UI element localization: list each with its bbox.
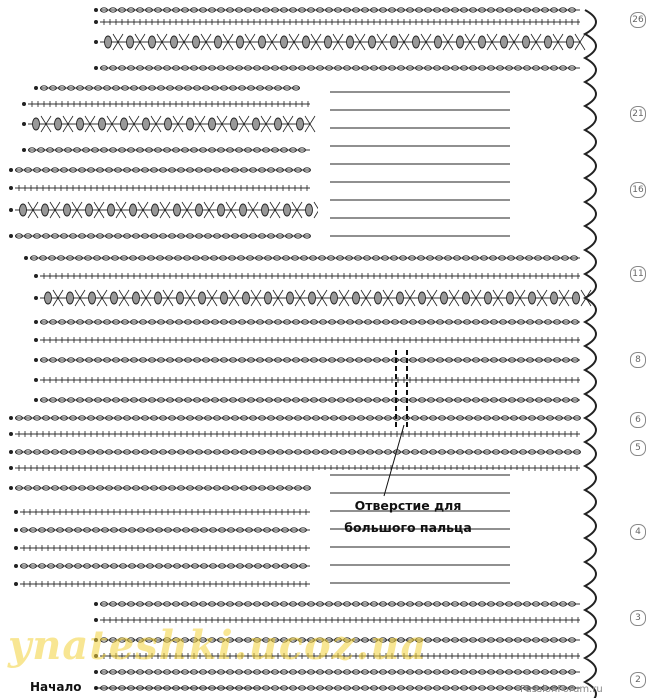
stitch-row <box>9 185 310 191</box>
stitch-row <box>9 431 580 437</box>
site-watermark: PassionForum.ru <box>520 684 603 695</box>
stitch-row <box>9 450 581 454</box>
stitch-row <box>14 528 310 532</box>
stitch-row <box>94 66 580 70</box>
stitch-row <box>94 34 585 50</box>
stitch-row <box>9 416 581 420</box>
stitch-row <box>94 670 580 674</box>
stitch-row <box>34 398 580 402</box>
stitch-row <box>34 337 580 343</box>
thumb-hole-label <box>323 495 493 539</box>
stitch-row <box>34 290 591 306</box>
stitch-row <box>22 101 310 107</box>
stitch-row <box>34 86 300 90</box>
stitch-row <box>34 358 580 362</box>
thumb-hole-label-line2: большого пальца <box>344 520 472 535</box>
row-number-marker: 3 <box>630 610 646 626</box>
row-number-marker: 11 <box>630 266 646 282</box>
stitch-row <box>9 234 311 238</box>
stitch-row <box>14 564 310 568</box>
stitch-row <box>14 509 310 515</box>
stitch-row <box>34 377 580 383</box>
stitch-row <box>94 8 580 12</box>
row-number-marker: 8 <box>630 352 646 368</box>
start-label: Начало <box>30 680 82 694</box>
stitch-row <box>34 320 580 324</box>
stitch-row <box>94 19 580 25</box>
row-number-marker: 2 <box>630 672 646 688</box>
stitch-row <box>24 256 580 260</box>
row-number-marker: 21 <box>630 106 646 122</box>
stitch-row <box>22 116 315 132</box>
stitch-row <box>9 486 311 490</box>
row-number-marker: 26 <box>630 12 646 28</box>
stitch-row <box>14 545 310 551</box>
row-number-marker: 6 <box>630 412 646 428</box>
stitch-rows <box>9 8 591 690</box>
stitch-row <box>9 202 324 218</box>
stitch-row <box>22 148 310 152</box>
stitch-row <box>94 602 580 606</box>
watermark-logo: ynateshki.ucoz.ua <box>8 622 428 669</box>
row-number-marker: 16 <box>630 182 646 198</box>
stitch-row <box>14 581 310 587</box>
row-number-marker: 5 <box>630 440 646 456</box>
stitch-row <box>9 168 311 172</box>
thumb-hole-label-line1: Отверстие для <box>354 498 462 513</box>
row-number-marker: 4 <box>630 524 646 540</box>
stitch-row <box>34 273 580 279</box>
